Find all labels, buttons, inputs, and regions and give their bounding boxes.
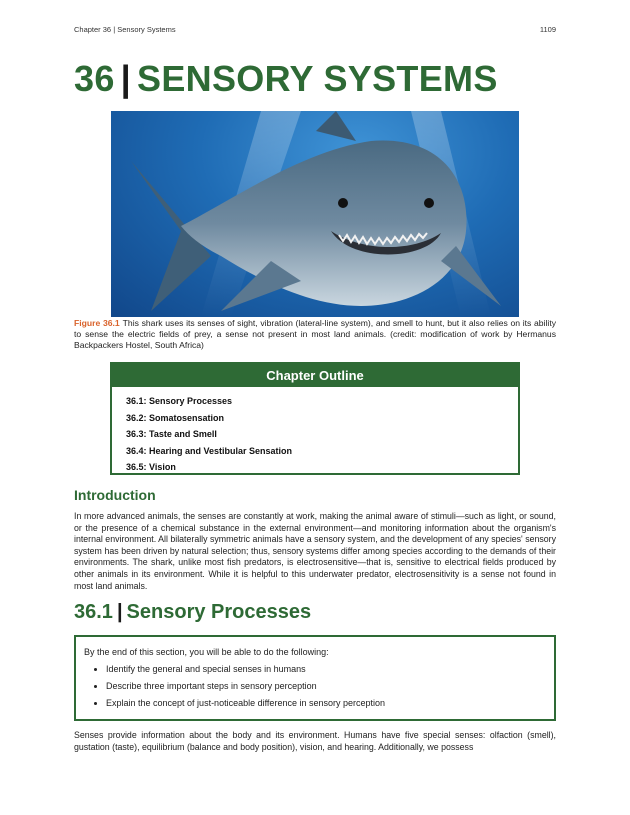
chapter-outline [110,362,520,475]
section-number: 36.1 [74,601,113,623]
section-separator: | [116,601,123,623]
outline-item: 36.4: Hearing and Vestibular Sensation [126,445,293,456]
running-header [74,25,556,34]
title-separator: | [120,58,132,99]
section-body-paragraph: Senses provide information about the body and its environment. Humans have five special senses: olfaction (smell), gustation (taste), equilibrium (balance and body position), vision, and hearing. Additionally, we possess [74,730,556,752]
shark-eye [424,198,434,208]
outline-item: 36.5: Vision [126,462,176,473]
objective-item: • Explain the concept of just-noticeable difference in sensory perception [106,695,544,712]
shark-illustration [111,111,519,317]
objectives-list [84,661,544,712]
chapter-number: 36 [74,58,115,99]
outline-title: Chapter Outline [112,364,518,387]
section-name: Sensory Processes [126,601,312,623]
outline-item: 36.3: Taste and Smell [126,429,217,440]
running-title: Chapter 36 | Sensory Systems [74,25,176,34]
section-title [74,601,311,624]
objective-item: • Identify the general and special senses in humans [106,661,544,678]
outline-list [112,393,518,476]
chapter-name: SENSORY SYSTEMS [137,58,498,99]
figure-label: Figure 36.1 [74,318,120,328]
shark-eye [338,198,348,208]
objectives-lead: By the end of this section, you will be able to do the following: [84,647,329,657]
figure-caption-text: This shark uses its senses of sight, vibration (lateral-line system), and smell to hunt, but it also relies on its ability to sense the electric fields of prey, a sense not present in most land animals. (credit: modification of work by Hermanus Backpackers Hostel, South Africa) [74,318,557,351]
dorsal-fin [316,111,356,141]
learning-objectives [74,635,556,721]
introduction-paragraph: In more advanced animals, the senses are constantly at work, making the animal aware of stimuli—such as light, or sound, or the presence of a chemical substance in the external environment—and monitoring information about the organism's internal environment. All bilaterally symmetric animals have a sensory system, and the development of any species' sensory system has been driven by natural selection; thus, sensory systems differ among species according to the demands of their environments. The shark, unlike most fish predators, is electrosensitive—that is, sensitive to electrical fields produced by other animals in its environment. While it is helpful to this underwater predator, electrosensitivity is a sense not found in most land animals. [74,511,556,591]
introduction-heading: Introduction [74,487,156,503]
chapter-title [74,58,498,100]
shark-photo [111,111,519,317]
figure-caption [74,318,556,352]
outline-item: 36.1: Sensory Processes [126,396,233,406]
outline-item: 36.2: Somatosensation [126,412,225,423]
page-number: 1109 [539,25,556,34]
objective-item: • Describe three important steps in sensory perception [106,678,544,695]
